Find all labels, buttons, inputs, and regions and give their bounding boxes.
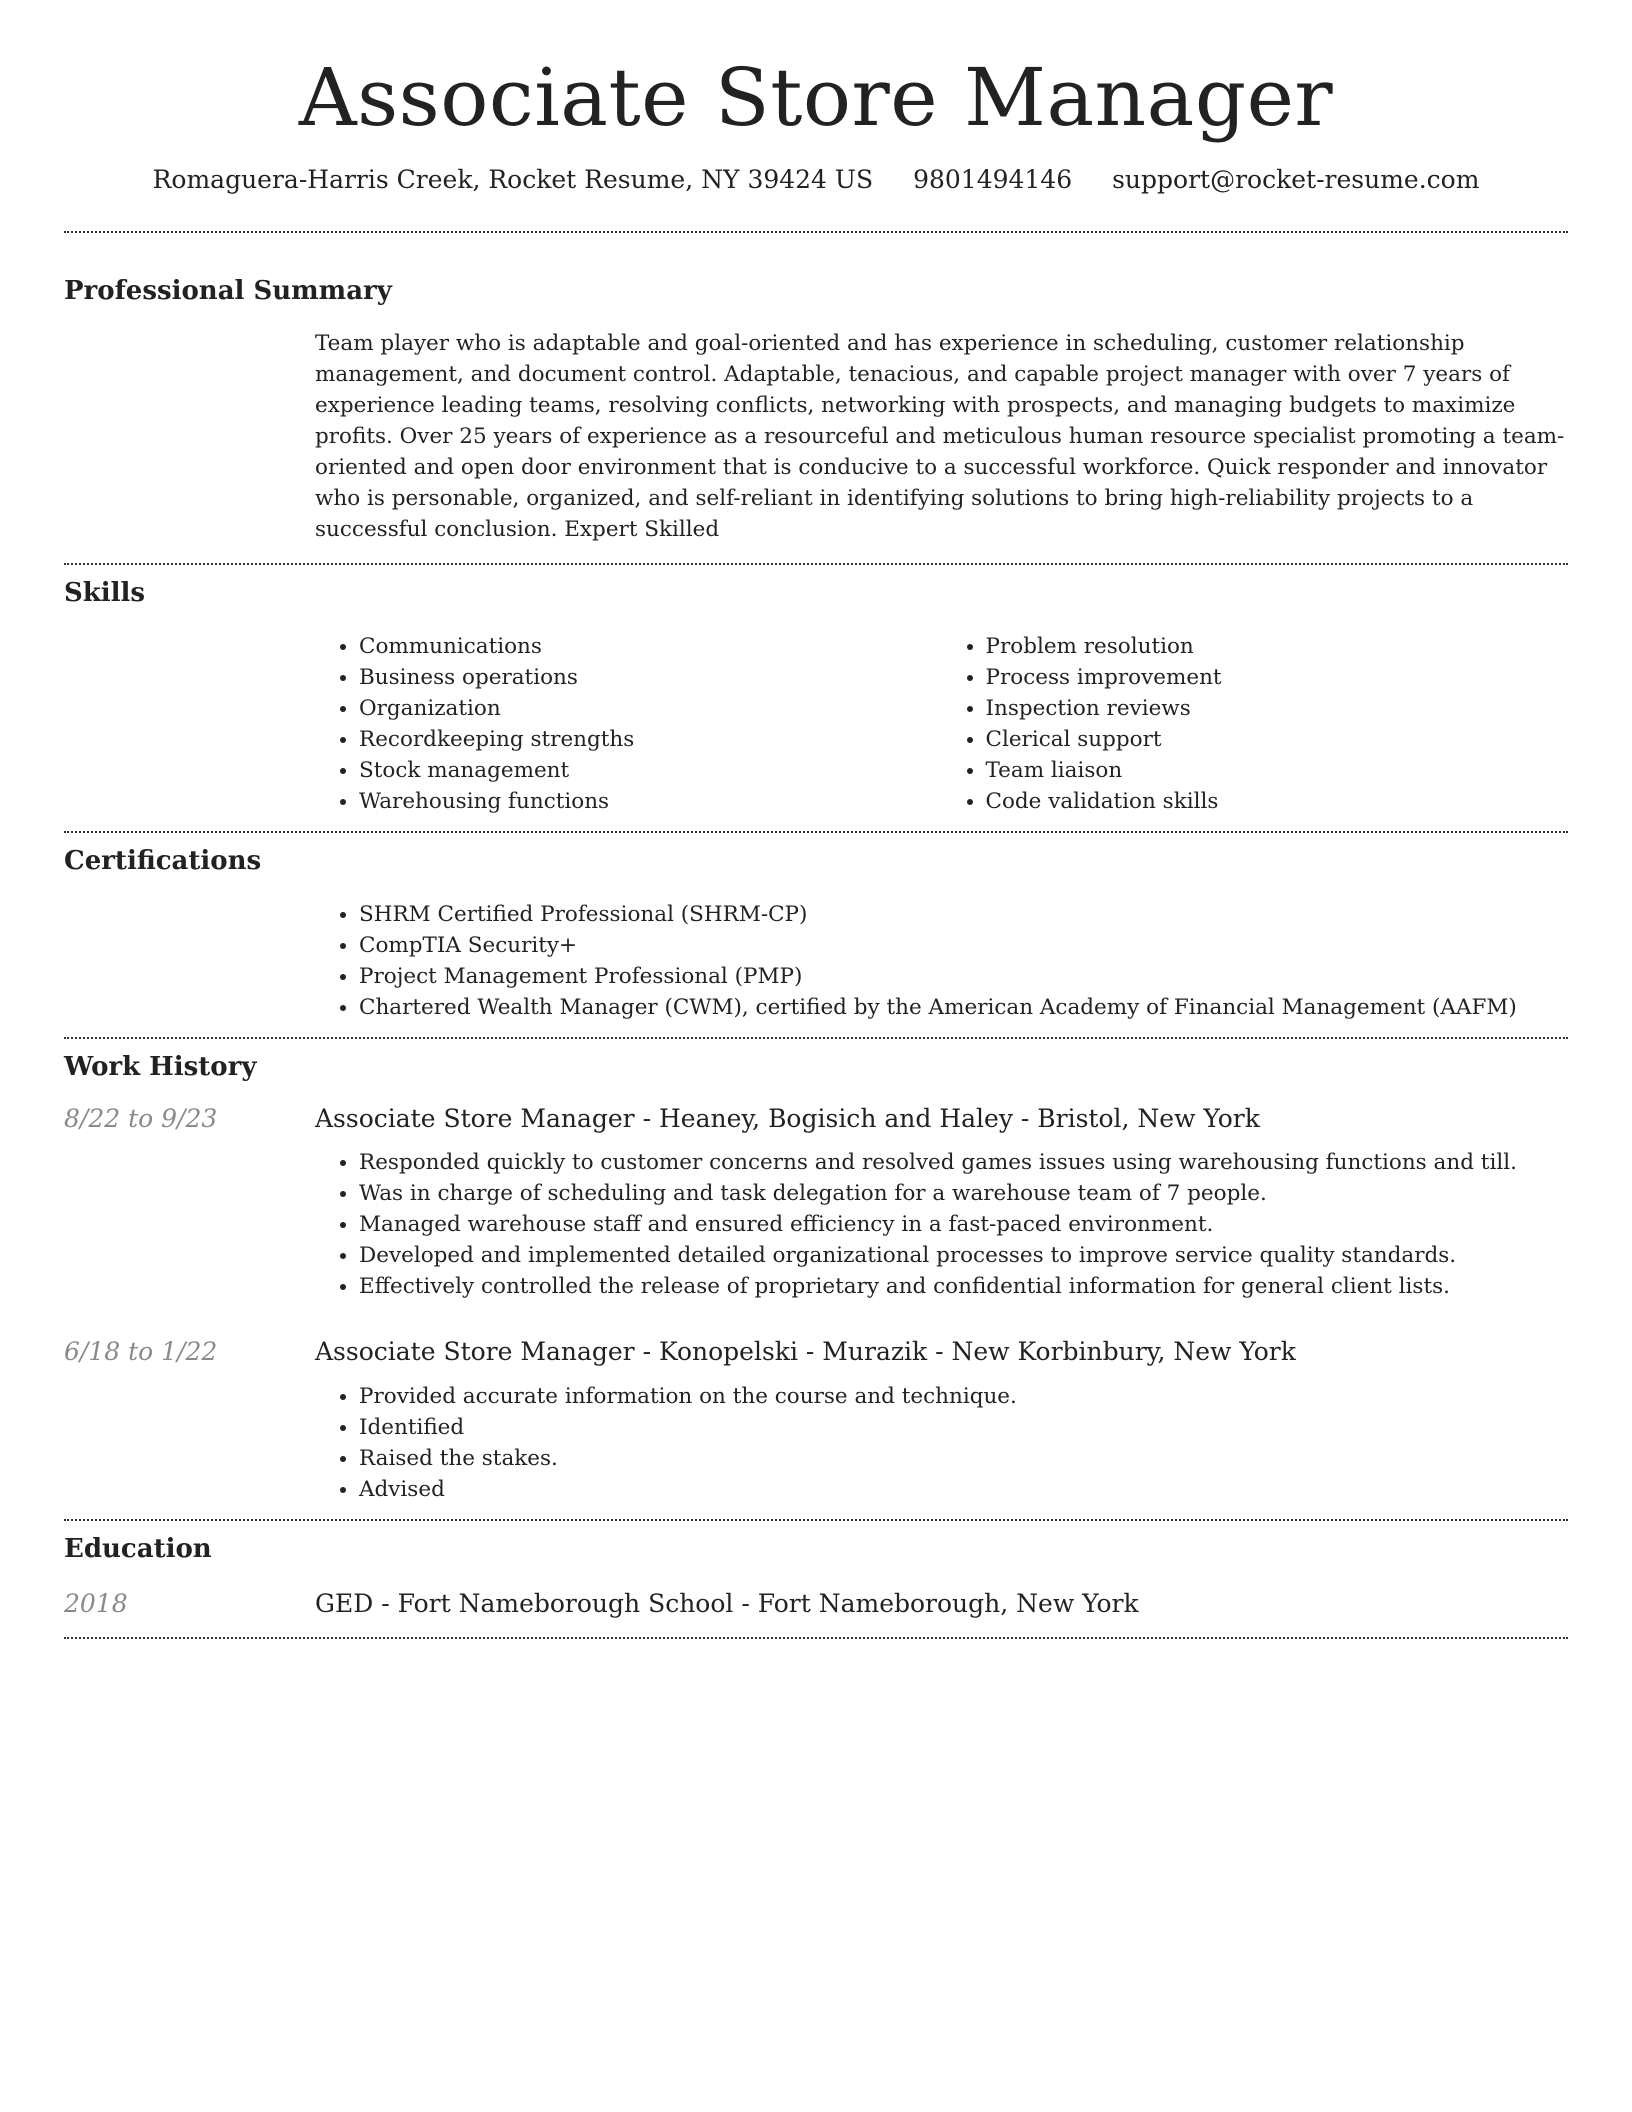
section-title-summary: Professional Summary (64, 275, 392, 306)
list-item: • Provided accurate information on the course and technique. (359, 1381, 1568, 1412)
job-entry (64, 1336, 1568, 1505)
list-item: • Team liaison (986, 755, 1569, 786)
list-item: • Business operations (359, 662, 942, 693)
section-divider (64, 831, 1568, 833)
list-item: • CompTIA Security+ (359, 930, 1568, 961)
job-dates: 6/18 to 1/22 (64, 1337, 218, 1367)
skills-list-right (942, 631, 1569, 817)
contact-address: Romaguera-Harris Creek, Rocket Resume, NY 39424 US (152, 165, 874, 194)
section-title-work: Work History (64, 1051, 257, 1082)
list-item: • Chartered Wealth Manager (CWM), certified by the American Academy of Financial Management (AAFM) (359, 992, 1568, 1023)
section-divider (64, 1637, 1568, 1639)
resume-header (64, 0, 1568, 197)
summary-text: Team player who is adaptable and goal-oriented and has experience in scheduling, customer relationship management, and document control. Adaptable, tenacious, and capable project manager with over 7 years of experience leading teams, resolving conflicts, networking with prospects, and managing budgets to maximize profits. Over 25 years of experience as a resourceful and meticulous human resource specialist promoting a team-oriented and open door environment that is conducive to a successful workforce. Quick responder and innovator who is personable, organized, and self-reliant in identifying solutions to bring high-reliability projects to a successful conclusion. Expert Skilled (315, 331, 1565, 543)
skills-section (64, 577, 1568, 817)
section-title-education: Education (64, 1533, 212, 1564)
list-item: • Responded quickly to customer concerns and resolved games issues using warehousing functions and till. (359, 1147, 1568, 1178)
list-item: • Communications (359, 631, 942, 662)
contact-email: support@rocket-resume.com (1112, 165, 1480, 194)
section-divider (64, 563, 1568, 565)
list-item: • Effectively controlled the release of proprietary and confidential information for general client lists. (359, 1271, 1568, 1302)
list-item: • Organization (359, 693, 942, 724)
section-title-certifications: Certifications (64, 846, 262, 877)
list-item: • Project Management Professional (PMP) (359, 961, 1568, 992)
list-item: • Was in charge of scheduling and task delegation for a warehouse team of 7 people. (359, 1178, 1568, 1209)
education-entry (64, 1588, 1568, 1621)
job-bullets (315, 1147, 1568, 1302)
job-title: Associate Store Manager - Konopelski - Murazik - New Korbinbury, New York (315, 1337, 1296, 1367)
list-item: • Problem resolution (986, 631, 1569, 662)
list-item: • Inspection reviews (986, 693, 1569, 724)
work-history-section (64, 1051, 1568, 1505)
skills-list-left (315, 631, 942, 817)
job-entry (64, 1103, 1568, 1303)
list-item: • Identified (359, 1412, 1568, 1443)
skills-grid (315, 631, 1568, 817)
certifications-list (315, 899, 1568, 1023)
contact-line (64, 164, 1568, 197)
section-divider (64, 231, 1568, 233)
contact-phone: 9801494146 (913, 165, 1073, 194)
section-divider (64, 1519, 1568, 1521)
education-title: GED - Fort Nameborough School - Fort Nameborough, New York (315, 1589, 1139, 1619)
list-item: • Developed and implemented detailed organizational processes to improve service quality standards. (359, 1240, 1568, 1271)
list-item: • Advised (359, 1474, 1568, 1505)
list-item: • Code validation skills (986, 786, 1569, 817)
job-heading (64, 1336, 1568, 1369)
list-item: • Process improvement (986, 662, 1569, 693)
summary-section (64, 275, 1568, 546)
certifications-section (64, 845, 1568, 1023)
list-item: • Warehousing functions (359, 786, 942, 817)
job-heading (64, 1103, 1568, 1136)
list-item: • Recordkeeping strengths (359, 724, 942, 755)
list-item: • SHRM Certified Professional (SHRM-CP) (359, 899, 1568, 930)
education-section (64, 1533, 1568, 1621)
education-date: 2018 (64, 1589, 128, 1619)
section-title-skills: Skills (64, 578, 146, 609)
list-item: • Stock management (359, 755, 942, 786)
list-item: • Raised the stakes. (359, 1443, 1568, 1474)
job-dates: 8/22 to 9/23 (64, 1103, 218, 1133)
candidate-name: Associate Store Manager (298, 51, 1334, 144)
list-item: • Managed warehouse staff and ensured efficiency in a fast-paced environment. (359, 1209, 1568, 1240)
list-item: • Clerical support (986, 724, 1569, 755)
job-bullets (315, 1381, 1568, 1505)
job-title: Associate Store Manager - Heaney, Bogisich and Haley - Bristol, New York (315, 1103, 1260, 1133)
section-divider (64, 1037, 1568, 1039)
